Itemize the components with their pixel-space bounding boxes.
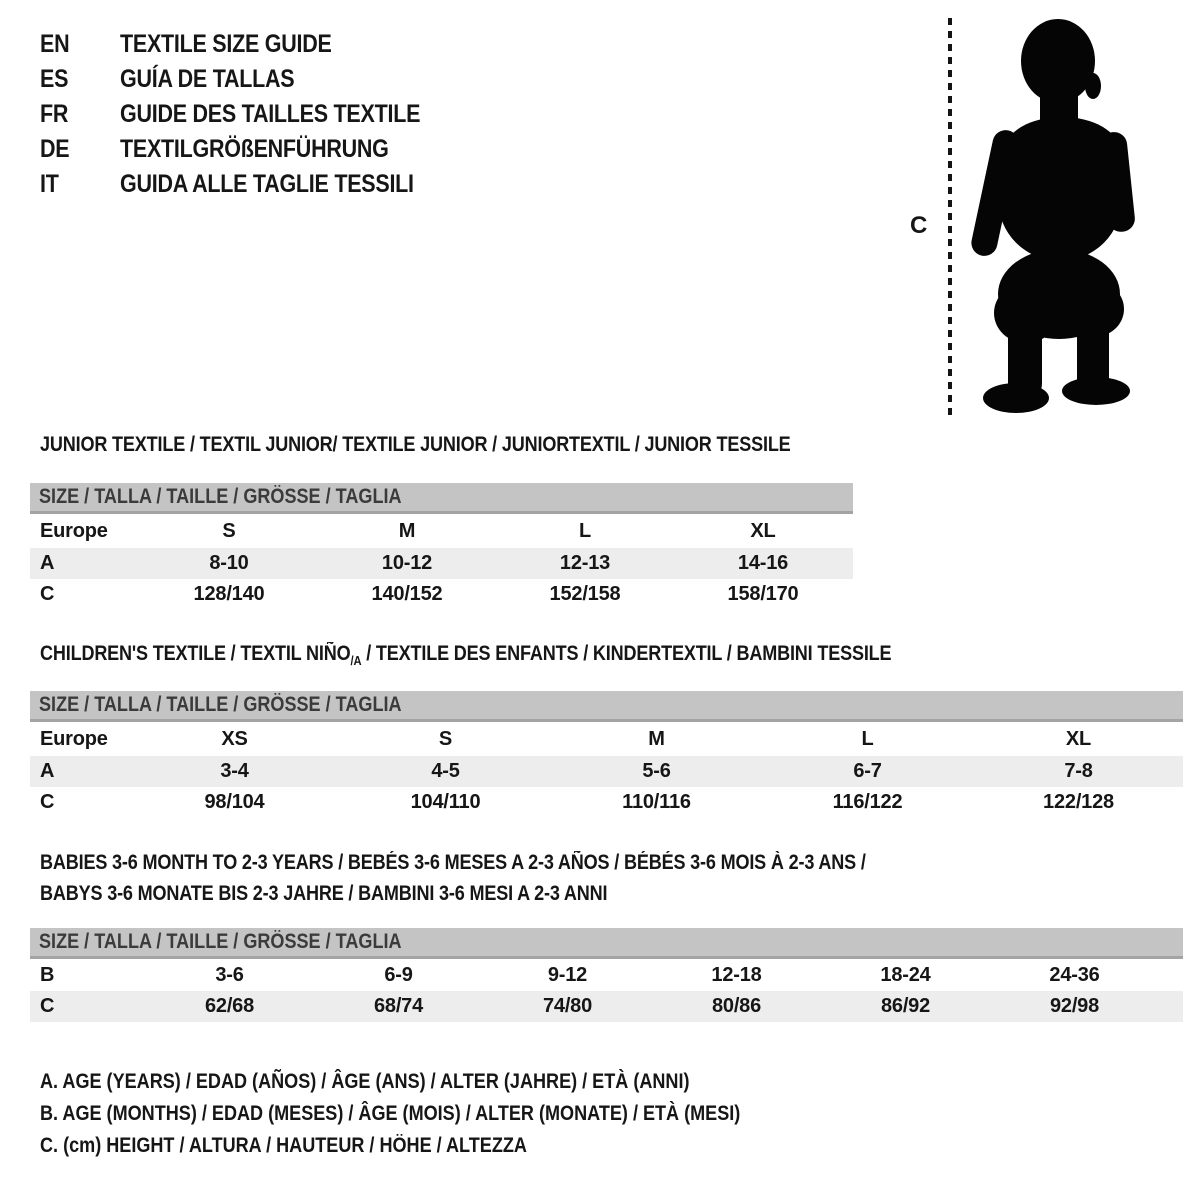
legend-line-b: B. AGE (MONTHS) / EDAD (MESES) / ÂGE (MOIS) / ALTER (MONATE) / ETÀ (MESI)	[40, 1102, 741, 1125]
table-row	[30, 787, 1183, 818]
row-label: Europe	[40, 519, 108, 542]
height-cell: 110/116	[622, 791, 691, 813]
row-label: C	[40, 791, 55, 813]
height-cell: 158/170	[727, 583, 799, 605]
age-cell: 6-9	[384, 963, 413, 986]
language-row-it	[40, 167, 469, 202]
size-cell: S	[222, 519, 236, 542]
size-cell: L	[861, 727, 874, 750]
language-row-fr	[40, 97, 469, 132]
children-size-header-bar	[30, 691, 1183, 722]
age-cell: 24-36	[1049, 963, 1100, 986]
language-title-de: TEXTILGRÖßENFÜHRUNG	[120, 135, 389, 163]
age-cell: 5-6	[642, 760, 671, 782]
junior-size-table	[30, 483, 853, 610]
language-title-en: TEXTILE SIZE GUIDE	[120, 30, 332, 58]
baby-silhouette-image	[962, 14, 1140, 419]
table-row	[30, 514, 853, 548]
size-cell: XL	[750, 519, 776, 542]
age-cell: 14-16	[737, 552, 789, 574]
age-cell: 3-4	[220, 760, 249, 782]
size-cell: S	[438, 727, 453, 750]
legend-line-a: A. AGE (YEARS) / EDAD (AÑOS) / ÂGE (ANS) / ALTER (JAHRE) / ETÀ (ANNI)	[40, 1070, 690, 1093]
height-measure-label: C	[910, 212, 928, 239]
row-label: A	[40, 552, 55, 574]
age-cell: 7-8	[1064, 760, 1093, 782]
babies-section-title-line2: BABYS 3-6 MONATE BIS 2-3 JAHRE / BAMBINI 3-6 MESI A 2-3 ANNI	[40, 882, 608, 905]
junior-section-title: JUNIOR TEXTILE / TEXTIL JUNIOR/ TEXTILE JUNIOR / JUNIORTEXTIL / JUNIOR TESSILE	[40, 433, 791, 456]
age-cell: 9-12	[547, 963, 588, 986]
babies-section-title-line1: BABIES 3-6 MONTH TO 2-3 YEARS / BEBÉS 3-6 MESES A 2-3 AÑOS / BÉBÉS 3-6 MOIS À 2-3 ANS /	[40, 851, 866, 874]
height-cell: 92/98	[1049, 995, 1100, 1017]
measurement-legend	[40, 1066, 854, 1162]
language-row-es	[40, 62, 469, 97]
children-section-title: CHILDREN'S TEXTILE / TEXTIL $NIÑO_{/A}$ / TEXTILE DES ENFANTS / KINDERTEXTIL / BAMBINI TESSILE	[40, 642, 892, 669]
age-cell: 10-12	[381, 552, 433, 574]
height-cell: 140/152	[371, 583, 443, 605]
height-cell: 152/158	[549, 583, 621, 605]
nino-a-subscript: /A	[350, 653, 362, 669]
row-label: A	[40, 760, 55, 782]
junior-size-header-bar	[30, 483, 853, 514]
language-code-es: ES	[40, 65, 69, 93]
table-row	[30, 548, 853, 579]
height-cell: 128/140	[193, 583, 265, 605]
table-row	[30, 756, 1183, 787]
row-label: Europe	[40, 727, 108, 750]
language-row-de	[40, 132, 469, 167]
table-row	[30, 991, 1183, 1022]
size-cell: XL	[1065, 727, 1092, 750]
age-cell: 3-6	[215, 963, 244, 986]
size-cell: XS	[221, 727, 248, 750]
row-label: B	[40, 963, 55, 986]
row-label: C	[40, 995, 55, 1017]
babies-size-table	[30, 928, 1183, 1022]
legend-line-c: C. (cm) HEIGHT / ALTURA / HAUTEUR / HÖHE / ALTEZZA	[40, 1134, 527, 1157]
age-cell: 12-18	[711, 963, 762, 986]
language-title-fr: GUIDE DES TAILLES TEXTILE	[120, 100, 421, 128]
table-row	[30, 959, 1183, 991]
height-cell: 98/104	[204, 791, 265, 813]
height-cell: 116/122	[832, 791, 903, 813]
table-row	[30, 579, 853, 610]
babies-size-header-bar	[30, 928, 1183, 959]
language-title-it: GUIDA ALLE TAGLIE TESSILI	[120, 170, 414, 198]
age-cell: 12-13	[559, 552, 611, 574]
language-code-en: EN	[40, 30, 70, 58]
age-cell: 4-5	[431, 760, 460, 782]
language-title-list	[40, 27, 469, 202]
table-row	[30, 722, 1183, 756]
height-cell: 104/110	[410, 791, 481, 813]
row-label: C	[40, 583, 55, 605]
height-cell: 62/68	[204, 995, 255, 1017]
language-code-de: DE	[40, 135, 70, 163]
children-size-table	[30, 691, 1183, 818]
size-header-label: SIZE / TALLA / TAILLE / GRÖSSE / TAGLIA	[39, 930, 402, 953]
language-row-en	[40, 27, 469, 62]
height-cell: 68/74	[373, 995, 424, 1017]
age-cell: 18-24	[880, 963, 931, 986]
height-cell: 86/92	[880, 995, 931, 1017]
size-header-label: SIZE / TALLA / TAILLE / GRÖSSE / TAGLIA	[39, 693, 402, 716]
height-cell: 80/86	[711, 995, 762, 1017]
age-cell: 6-7	[853, 760, 882, 782]
height-measure-dashed-line	[948, 18, 952, 416]
size-cell: L	[578, 519, 592, 542]
age-cell: 8-10	[209, 552, 249, 574]
height-cell: 74/80	[542, 995, 593, 1017]
language-code-it: IT	[40, 170, 59, 198]
height-cell: 122/128	[1043, 791, 1114, 813]
size-header-label: SIZE / TALLA / TAILLE / GRÖSSE / TAGLIA	[39, 485, 402, 508]
size-cell: M	[398, 519, 416, 542]
size-cell: M	[648, 727, 665, 750]
language-title-es: GUÍA DE TALLAS	[120, 65, 295, 93]
language-code-fr: FR	[40, 100, 69, 128]
